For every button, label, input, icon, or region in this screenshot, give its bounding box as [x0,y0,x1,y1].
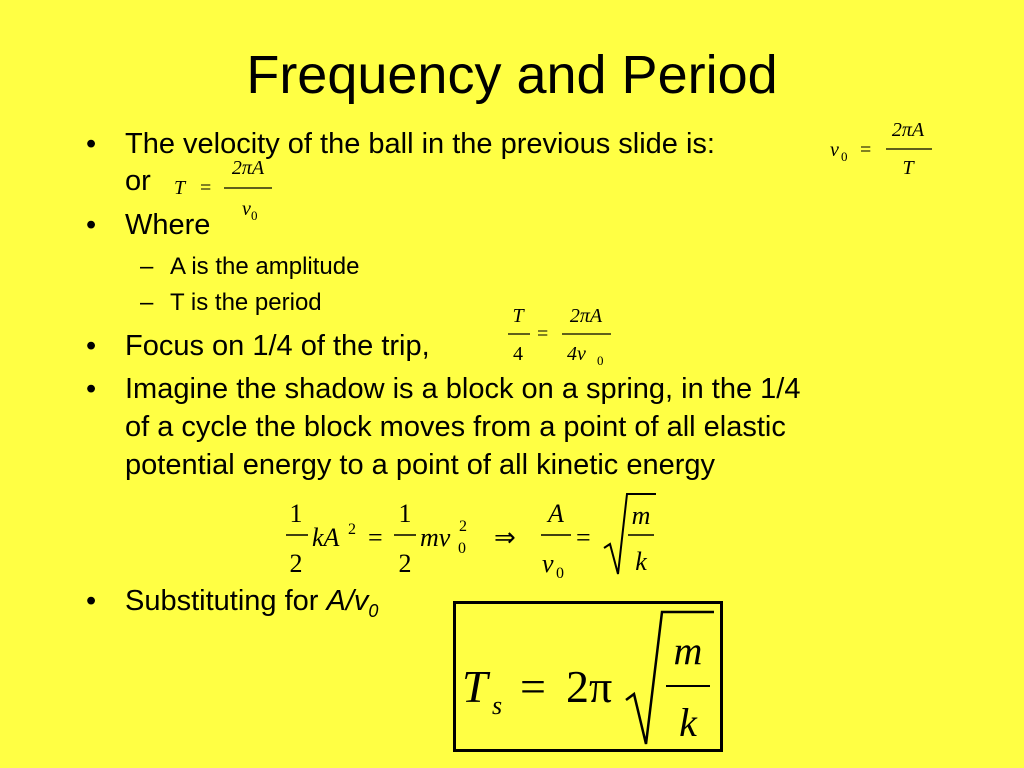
bullet-substituting-sub: 0 [368,600,379,621]
eq-p-lhs: T [462,661,488,712]
eq-e-f2-den: 2 [398,549,412,578]
eq-e-term2: mv [420,523,451,552]
bullet-shadow-line2: of a cycle the block moves from a point of all elastic [125,411,786,443]
bullet-marker: • [86,128,97,160]
eq-e-sqrt-num: m [631,501,651,530]
eq-e-f1-num: 1 [289,499,303,528]
subbullet-marker: – [140,289,154,316]
subbullet-period-text: T is the period [170,289,322,316]
subbullet-marker: – [140,253,154,280]
eq-v0-numerator: 2πA [891,119,925,141]
bullet-marker: • [86,585,97,617]
bullet-substituting-italic: A/v [326,585,369,617]
eq-e-f3-den: v [542,549,554,578]
eq-v0-lhs-sub: 0 [841,149,848,164]
bullet-marker: • [86,209,97,241]
eq-e-term1: kA [312,523,340,552]
eq-p-equals: = [520,661,546,712]
eq-q-right-denominator-sub: 0 [597,353,604,368]
eq-q-left-denominator: 4 [513,343,523,365]
eq-e-f3-num: A [548,499,564,528]
bullet-quarter-trip-text: Focus on 1/4 of the trip, [125,330,430,362]
bullet-shadow-line3: potential energy to a point of all kinetic energy [125,449,716,481]
bullet-shadow-line1: Imagine the shadow is a block on a spring, in the 1/4 [125,373,801,405]
bullet-velocity-text: The velocity of the ball in the previous slide is: [125,128,715,160]
eq-p-coef: 2π [566,661,613,712]
bullet-marker: • [86,373,97,405]
eq-e-equals: = [368,523,383,552]
bullet-marker: • [86,330,97,362]
bullet-substituting-label: Substituting for [125,585,327,617]
eq-e-term2-sub: 0 [458,540,466,557]
eq-q-left-numerator: T [512,305,524,327]
eq-v0-equals: = [860,139,872,161]
eq-t-numerator: 2πA [231,157,265,179]
eq-v0-lhs: v [830,139,839,161]
equation-v0 [828,112,938,182]
eq-t-denominator-sub: 0 [251,208,258,223]
eq-e-f2-num: 1 [398,499,412,528]
bullet-substituting-text [125,583,378,629]
eq-e-f3-den-sub: 0 [556,565,564,582]
eq-e-term2-sup: 2 [459,518,467,535]
bullet-or-text: or [125,165,151,197]
eq-p-sqrt-den: k [679,700,697,745]
eq-t-denominator: v [242,198,251,220]
eq-t-equals: = [200,177,212,199]
period-result-box [453,601,723,752]
eq-q-right-numerator: 2πA [569,305,603,327]
equation-energy [284,490,664,585]
subbullet-amplitude-text: A is the amplitude [170,253,360,280]
eq-e-implies: ⇒ [494,523,516,552]
slide-title: Frequency and Period [246,45,778,105]
equation-quarter-trip [505,298,620,373]
eq-v0-denominator: T [902,157,914,179]
eq-e-sqrt-den: k [635,547,647,576]
eq-p-lhs-sub: s [492,691,503,720]
bullet-where-text: Where [125,209,211,241]
eq-p-sqrt-num: m [673,628,703,673]
eq-e-equals2: = [576,523,591,552]
eq-t-lhs: T [174,177,186,199]
eq-e-term1-sup: 2 [348,521,356,538]
eq-q-right-denominator: 4v [567,343,586,365]
eq-e-f1-den: 2 [289,549,303,578]
eq-q-equals: = [537,323,549,345]
equation-period-result [456,604,720,749]
